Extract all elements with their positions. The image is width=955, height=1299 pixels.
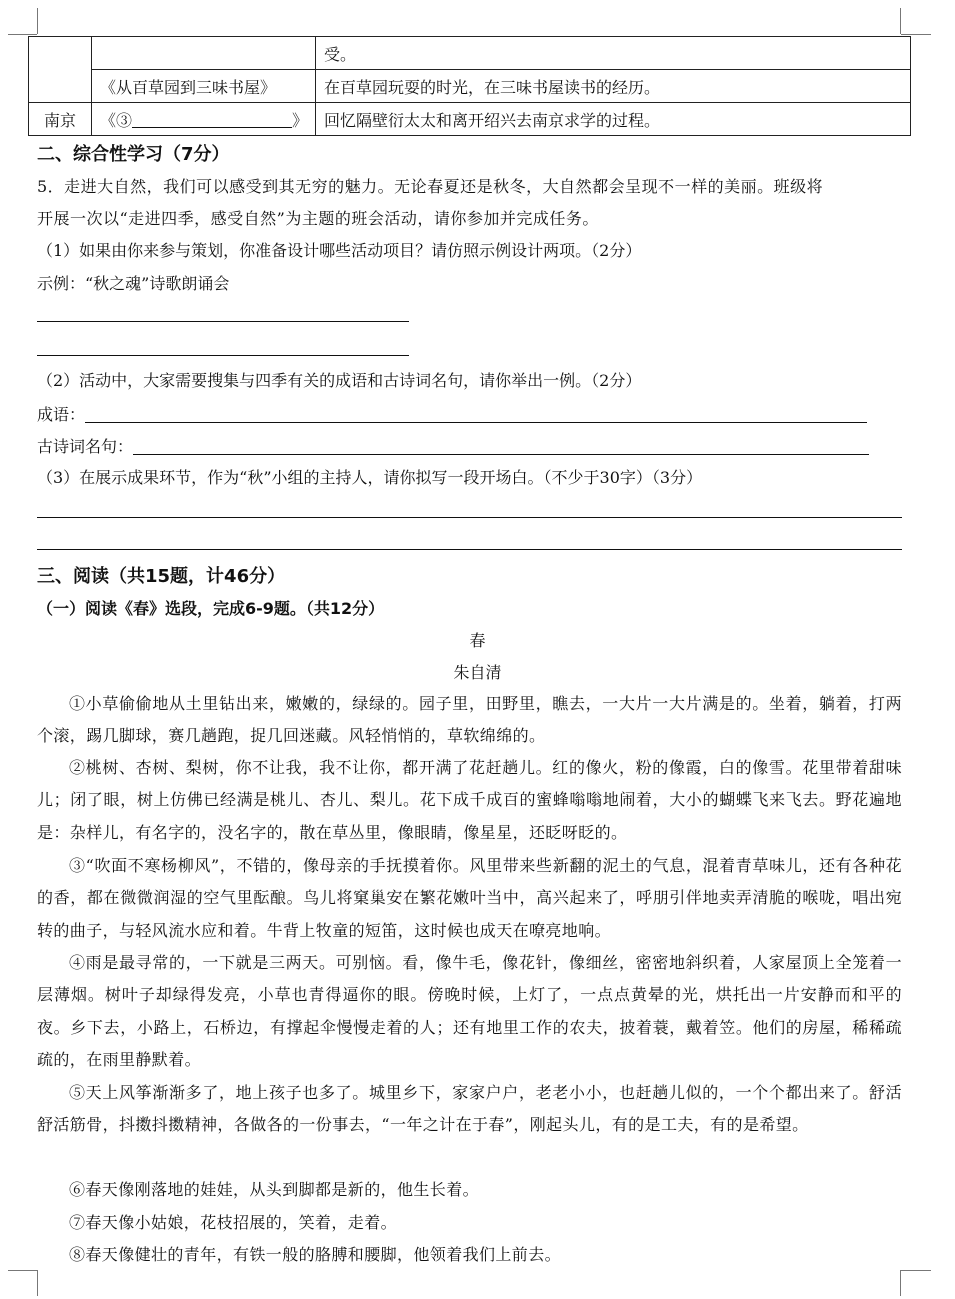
table-cell-title	[92, 37, 316, 70]
section-heading: 三、阅读（共15题，计46分）	[37, 566, 286, 587]
idiom-label: 成语：	[37, 405, 86, 424]
title-suffix: 》	[292, 110, 309, 130]
idiom-answer-line[interactable]	[85, 421, 867, 423]
passage-paragraph: ①小草偷偷地从土里钻出来，嫩嫩的，绿绿的。园子里，田野里，瞧去，一大片一大片满是的。坐着，躺着，打两个滚，踢几脚球，赛几趟跑，捉几回迷藏。风轻悄悄的，草软绵绵的。	[37, 694, 902, 746]
crop-mark-bottom-left-h	[8, 1270, 37, 1271]
passage-paragraph: ②桃树、杏树、梨树，你不让我，我不让你，都开满了花赶趟儿。红的像火，粉的像霞，白的像雪。花里带着甜味儿；闭了眼，树上仿佛已经满是桃儿、杏儿、梨儿。花下成千成百的蜜蜂嗡嗡地闹着，大小的蝴蝶飞来飞去。野花遍地是：杂样儿，有名字的，没名字的，散在草丛里，像眼睛，像星星，还眨呀眨的。	[37, 758, 902, 842]
passage-author: 朱自清	[453, 663, 502, 682]
passage-paragraph: ③“吹面不寒杨柳风”，不错的，像母亲的手抚摸着你。风里带来些新翻的泥土的气息，混着青草味儿，还有各种花的香，都在微微润湿的空气里酝酿。鸟儿将窠巢安在繁花嫩叶当中，高兴起来了，呼朋引伴地卖弄清脆的喉咙，唱出宛转的曲子，与轻风流水应和着。牛背上牧童的短笛，这时候也成天在嘹亮地响。	[37, 856, 902, 940]
poem-row	[37, 434, 869, 457]
crop-mark-bottom-right-h	[901, 1270, 931, 1271]
table-cell-content: 受。	[316, 37, 911, 70]
answer-line[interactable]	[37, 355, 409, 356]
subsection-heading: （一）阅读《春》选段，完成6-9题。（共12分）	[37, 599, 385, 618]
table-row	[29, 103, 911, 136]
sub-question: （1）如果由你来参与策划，你准备设计哪些活动项目？请仿照示例设计两项。（2分）	[37, 241, 642, 260]
crop-mark-bottom-right	[900, 1270, 901, 1296]
section-heading: 二、综合性学习（7分）	[37, 144, 230, 165]
passage-title: 春	[469, 631, 486, 650]
fill-blank[interactable]	[132, 111, 292, 128]
table-cell-title: 《从百草园到三味书屋》	[92, 70, 316, 103]
table-cell-place	[29, 37, 92, 103]
example-text: 示例：“秋之魂”诗歌朗诵会	[37, 274, 230, 293]
passage-paragraph: ⑤天上风筝渐渐多了，地上孩子也多了。城里乡下，家家户户，老老小小，也赶趟儿似的，一个个都出来了。舒活舒活筋骨，抖擞抖擞精神，各做各的一份事去，“一年之计在于春”，刚起头儿，有的是工夫，有的是希望。	[37, 1083, 902, 1135]
title-prefix: 《③	[100, 110, 133, 130]
table-row	[29, 70, 911, 103]
table-cell-content: 回忆隔壁衍太太和离开绍兴去南京求学的过程。	[316, 103, 911, 136]
crop-mark-top-right	[900, 8, 901, 34]
crop-mark-top-left	[37, 8, 38, 34]
question-text: 5．走进大自然，我们可以感受到其无穷的魅力。无论春夏还是秋冬，大自然都会呈现不一样的美丽。班级将	[37, 177, 824, 196]
table-cell-title	[92, 103, 316, 136]
table-cell-place: 南京	[29, 103, 92, 136]
poem-label: 古诗词名句：	[37, 437, 134, 456]
crop-mark-top-right-h	[901, 34, 931, 35]
poem-answer-line[interactable]	[133, 453, 869, 455]
passage-paragraph: ④雨是最寻常的，一下就是三两天。可别恼。看，像牛毛，像花针，像细丝，密密地斜织着，人家屋顶上全笼着一层薄烟。树叶子却绿得发亮，小草也青得逼你的眼。傍晚时候，上灯了，一点点黄晕的光，烘托出一片安静而和平的夜。乡下去，小路上，石桥边，有撑起伞慢慢走着的人；还有地里工作的农夫，披着蓑，戴着笠。他们的房屋，稀稀疏疏的，在雨里静默着。	[37, 953, 902, 1070]
passage-paragraph: ⑧春天像健壮的青年，有铁一般的胳膊和腰脚，他领着我们上前去。	[69, 1245, 562, 1264]
passage-paragraph: ⑦春天像小姑娘，花枝招展的，笑着，走着。	[69, 1213, 398, 1232]
summary-table	[28, 36, 911, 136]
answer-line[interactable]	[37, 549, 902, 550]
answer-line[interactable]	[37, 517, 902, 518]
crop-mark-bottom-left	[37, 1270, 38, 1296]
question-text: 开展一次以“走进四季，感受自然”为主题的班会活动，请你参加并完成任务。	[37, 209, 599, 228]
table-row	[29, 37, 911, 70]
passage-paragraph: ⑥春天像刚落地的娃娃，从头到脚都是新的，他生长着。	[69, 1180, 480, 1199]
crop-mark-top-left-h	[8, 34, 37, 35]
table-cell-content: 在百草园玩耍的时光，在三味书屋读书的经历。	[316, 70, 911, 103]
answer-line[interactable]	[37, 321, 409, 322]
idiom-row	[37, 402, 867, 425]
sub-question: （2）活动中，大家需要搜集与四季有关的成语和古诗词名句，请你举出一例。（2分）	[37, 371, 642, 390]
sub-question: （3）在展示成果环节，作为“秋”小组的主持人，请你拟写一段开场白。（不少于30字）（3分）	[37, 468, 703, 487]
